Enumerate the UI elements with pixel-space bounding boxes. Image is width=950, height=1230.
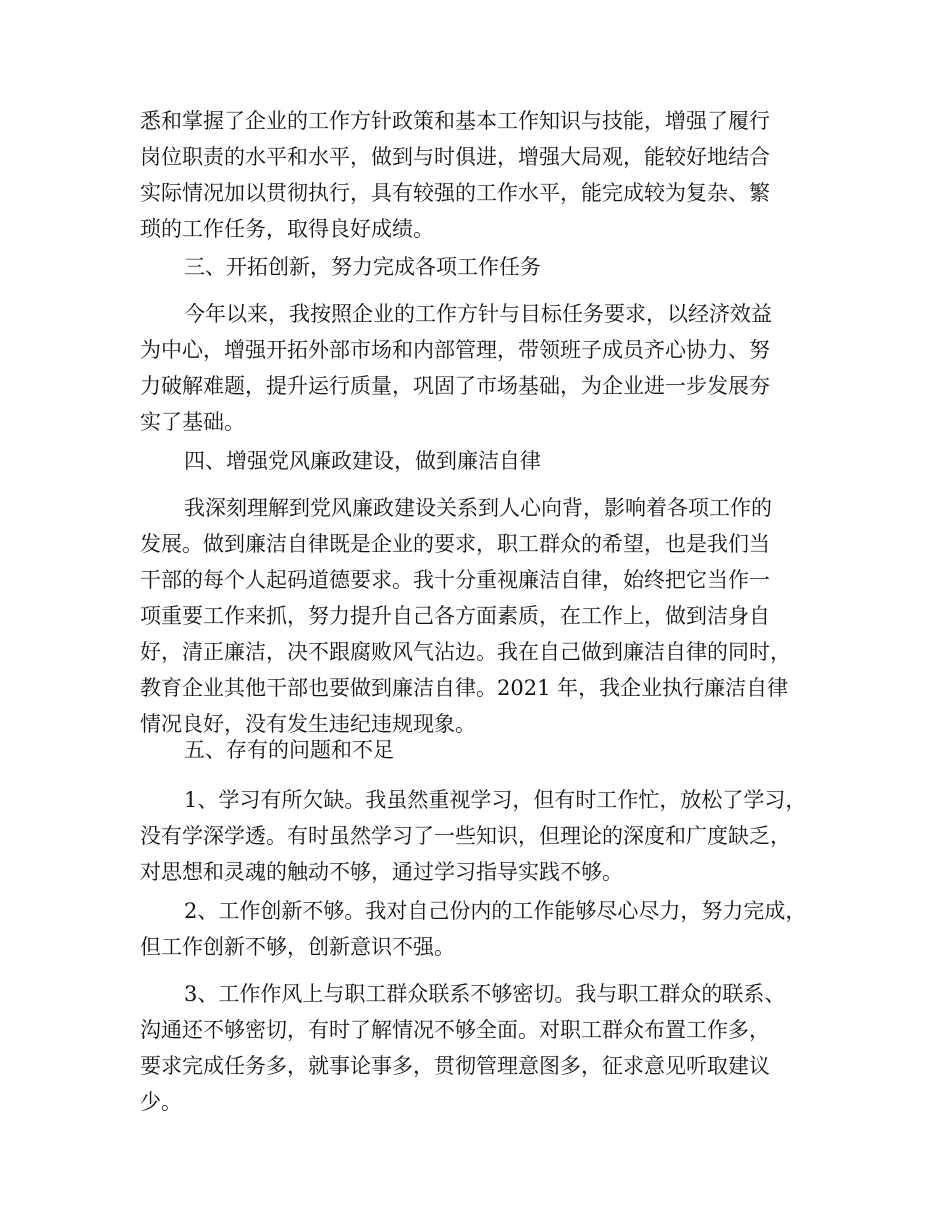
text-line: 实际情况加以贯彻执行，具有较强的工作水平，能完成较为复杂、繁: [140, 181, 770, 205]
text-line: 今年以来，我按照企业的工作方针与目标任务要求，以经济效益: [184, 302, 772, 326]
text-line: 我深刻理解到党风廉政建设关系到人心向背，影响着各项工作的: [184, 496, 772, 520]
paragraph-integrity: [140, 490, 820, 742]
text-line: 好，清正廉洁，决不跟腐败风气沾边。我在自己做到廉洁自律的同时，: [140, 640, 791, 664]
text-line: 实了基础。: [140, 410, 245, 434]
text-line: 对思想和灵魂的触动不够，通过学习指导实践不够。: [140, 860, 623, 884]
paragraph-issue-3: [140, 976, 820, 1120]
text-line: 岗位职责的水平和水平，做到与时俱进，增强大局观，能较好地结合: [140, 145, 770, 169]
text-line: 1、学习有所欠缺。我虽然重视学习，但有时工作忙，放松了学习，: [184, 788, 807, 812]
section-heading-3: [140, 249, 820, 285]
heading-text: 五、存有的问题和不足: [184, 738, 394, 762]
paragraph-issue-2: [140, 893, 820, 965]
text-line: 项重要工作来抓，努力提升自己各方面素质，在工作上，做到洁身自: [140, 604, 770, 628]
text-line: 干部的每个人起码道德要求。我十分重视廉洁自律，始终把它当作一: [140, 568, 770, 592]
text-line: 2、工作创新不够。我对自己份内的工作能够尽心尽力，努力完成，: [184, 899, 807, 923]
paragraph-innovation: [140, 296, 820, 440]
heading-text: 四、增强党风廉政建设，做到廉洁自律: [184, 449, 541, 473]
text-line: 沟通还不够密切，有时了解情况不够全面。对职工群众布置工作多，: [140, 1018, 770, 1042]
text-line: 情况良好，没有发生违纪违规现象。: [140, 712, 476, 736]
paragraph-skills: [140, 103, 820, 247]
text-line: 力破解难题，提升运行质量，巩固了市场基础，为企业进一步发展夯: [140, 374, 770, 398]
text-line: 但工作创新不够，创新意识不强。: [140, 935, 455, 959]
text-line: 琐的工作任务，取得良好成绩。: [140, 217, 434, 241]
paragraph-issue-1: [140, 782, 820, 890]
text-line: 没有学深学透。有时虽然学习了一些知识，但理论的深度和广度缺乏，: [140, 824, 791, 848]
text-line: 要求完成任务多，就事论事多，贯彻管理意图多，征求意见听取建议: [140, 1054, 770, 1078]
text-line: 少。: [140, 1090, 182, 1114]
text-line: 悉和掌握了企业的工作方针政策和基本工作知识与技能，增强了履行: [140, 109, 770, 133]
section-heading-4: [140, 443, 820, 479]
text-line: 为中心，增强开拓外部市场和内部管理，带领班子成员齐心协力、努: [140, 338, 770, 362]
text-line: 教育企业其他干部也要做到廉洁自律。2021 年，我企业执行廉洁自律: [140, 676, 789, 700]
text-line: 发展。做到廉洁自律既是企业的要求，职工群众的希望，也是我们当: [140, 532, 770, 556]
heading-text: 三、开拓创新，努力完成各项工作任务: [184, 255, 541, 279]
text-line: 3、工作作风上与职工群众联系不够密切。我与职工群众的联系、: [184, 982, 786, 1006]
section-heading-5: [140, 732, 820, 768]
